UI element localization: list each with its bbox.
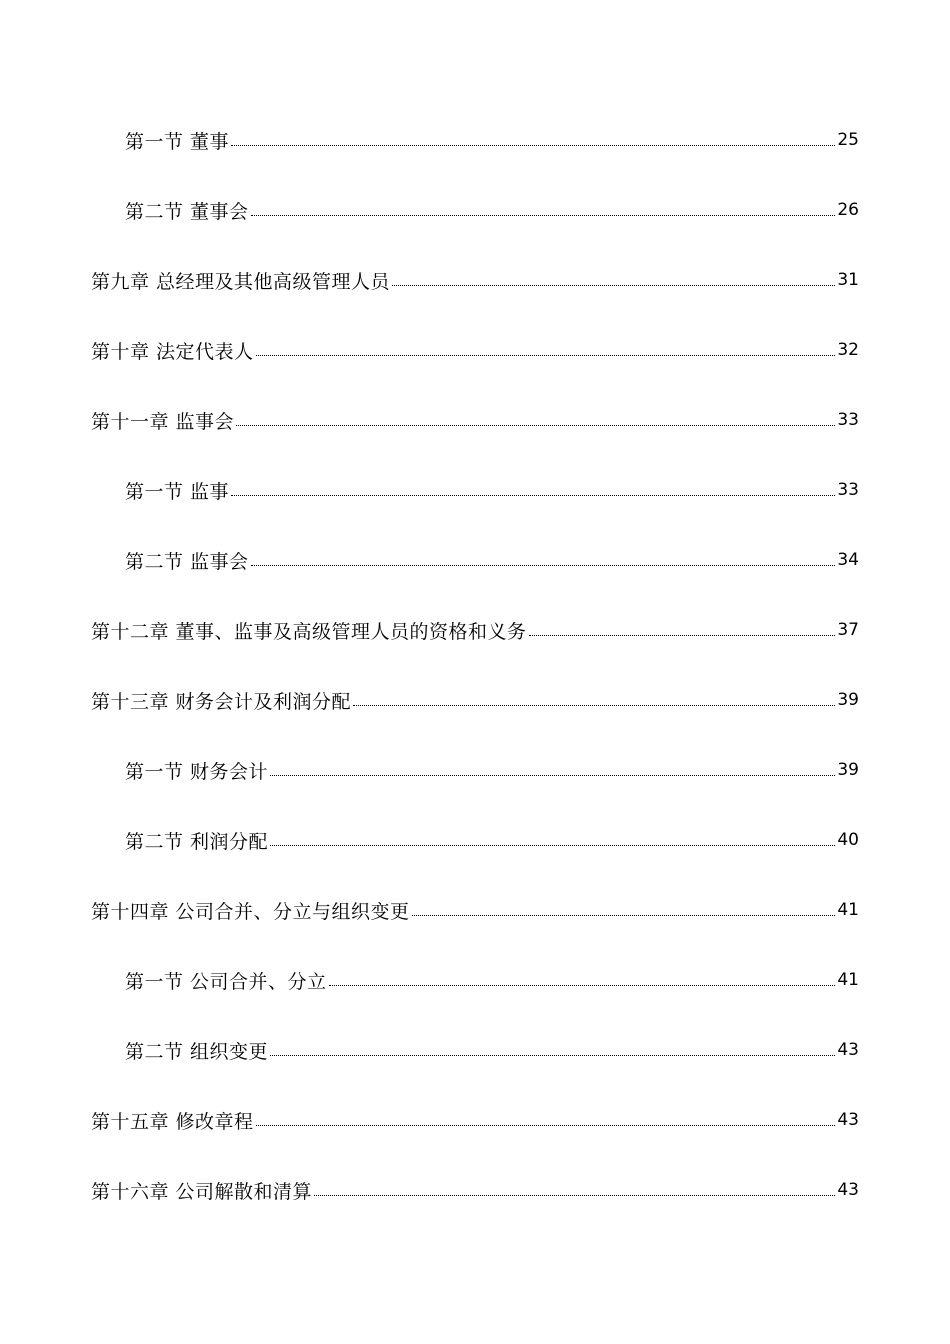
table-of-contents (0, 105, 950, 1225)
toc-dot-leader (314, 1194, 835, 1196)
toc-dot-leader (256, 354, 836, 356)
toc-dot-leader (353, 704, 835, 706)
toc-entry-title: 第十五章 修改章程 (91, 1110, 254, 1133)
toc-entry[interactable] (0, 805, 950, 875)
toc-entry-page: 32 (837, 340, 859, 360)
toc-entry-page: 33 (837, 480, 859, 500)
toc-dot-leader (412, 914, 836, 916)
toc-dot-leader (251, 564, 836, 566)
toc-entry[interactable] (0, 735, 950, 805)
toc-entry-title: 第十一章 监事会 (91, 410, 235, 433)
toc-entry-title: 第一节 财务会计 (125, 760, 269, 783)
toc-dot-leader (231, 494, 835, 496)
toc-entry-title: 第十三章 财务会计及利润分配 (91, 690, 352, 713)
toc-entry[interactable] (0, 1085, 950, 1155)
toc-dot-leader (529, 634, 836, 636)
toc-entry[interactable] (0, 455, 950, 525)
toc-dot-leader (392, 284, 835, 286)
toc-entry[interactable] (0, 595, 950, 665)
toc-dot-leader (236, 424, 835, 426)
toc-entry-page: 39 (837, 690, 859, 710)
toc-entry-page: 41 (837, 970, 859, 990)
toc-entry-page: 43 (837, 1040, 859, 1060)
toc-entry[interactable] (0, 1155, 950, 1225)
toc-entry[interactable] (0, 385, 950, 455)
toc-entry-page: 41 (837, 900, 859, 920)
toc-entry-title: 第十二章 董事、监事及高级管理人员的资格和义务 (91, 620, 527, 643)
toc-entry-title: 第十四章 公司合并、分立与组织变更 (91, 900, 410, 923)
toc-entry-page: 40 (837, 830, 859, 850)
toc-dot-leader (251, 214, 836, 216)
toc-entry-page: 26 (837, 200, 859, 220)
toc-entry-title: 第二节 组织变更 (125, 1040, 269, 1063)
toc-entry-page: 37 (837, 620, 859, 640)
toc-dot-leader (270, 1054, 835, 1056)
toc-entry[interactable] (0, 245, 950, 315)
toc-entry-title: 第一节 监事 (125, 480, 230, 503)
toc-entry-title: 第十章 法定代表人 (91, 340, 254, 363)
toc-entry-title: 第十六章 公司解散和清算 (91, 1180, 313, 1203)
toc-entry-page: 31 (837, 270, 859, 290)
toc-entry[interactable] (0, 525, 950, 595)
toc-entry[interactable] (0, 875, 950, 945)
toc-dot-leader (329, 984, 836, 986)
toc-dot-leader (231, 144, 835, 146)
toc-entry-page: 39 (837, 760, 859, 780)
toc-entry-page: 43 (837, 1180, 859, 1200)
toc-dot-leader (270, 774, 835, 776)
toc-dot-leader (256, 1124, 836, 1126)
toc-entry-title: 第二节 董事会 (125, 200, 249, 223)
toc-entry[interactable] (0, 945, 950, 1015)
toc-entry-page: 33 (837, 410, 859, 430)
toc-entry[interactable] (0, 315, 950, 385)
toc-entry-title: 第一节 董事 (125, 130, 230, 153)
toc-entry-title: 第一节 公司合并、分立 (125, 970, 327, 993)
toc-entry-title: 第二节 监事会 (125, 550, 249, 573)
toc-entry[interactable] (0, 175, 950, 245)
toc-entry-page: 25 (837, 130, 859, 150)
toc-entry[interactable] (0, 665, 950, 735)
toc-entry[interactable] (0, 1015, 950, 1085)
toc-entry-title: 第二节 利润分配 (125, 830, 269, 853)
toc-entry-page: 43 (837, 1110, 859, 1130)
toc-entry[interactable] (0, 105, 950, 175)
toc-entry-title: 第九章 总经理及其他高级管理人员 (91, 270, 391, 293)
toc-dot-leader (270, 844, 835, 846)
toc-entry-page: 34 (837, 550, 859, 570)
